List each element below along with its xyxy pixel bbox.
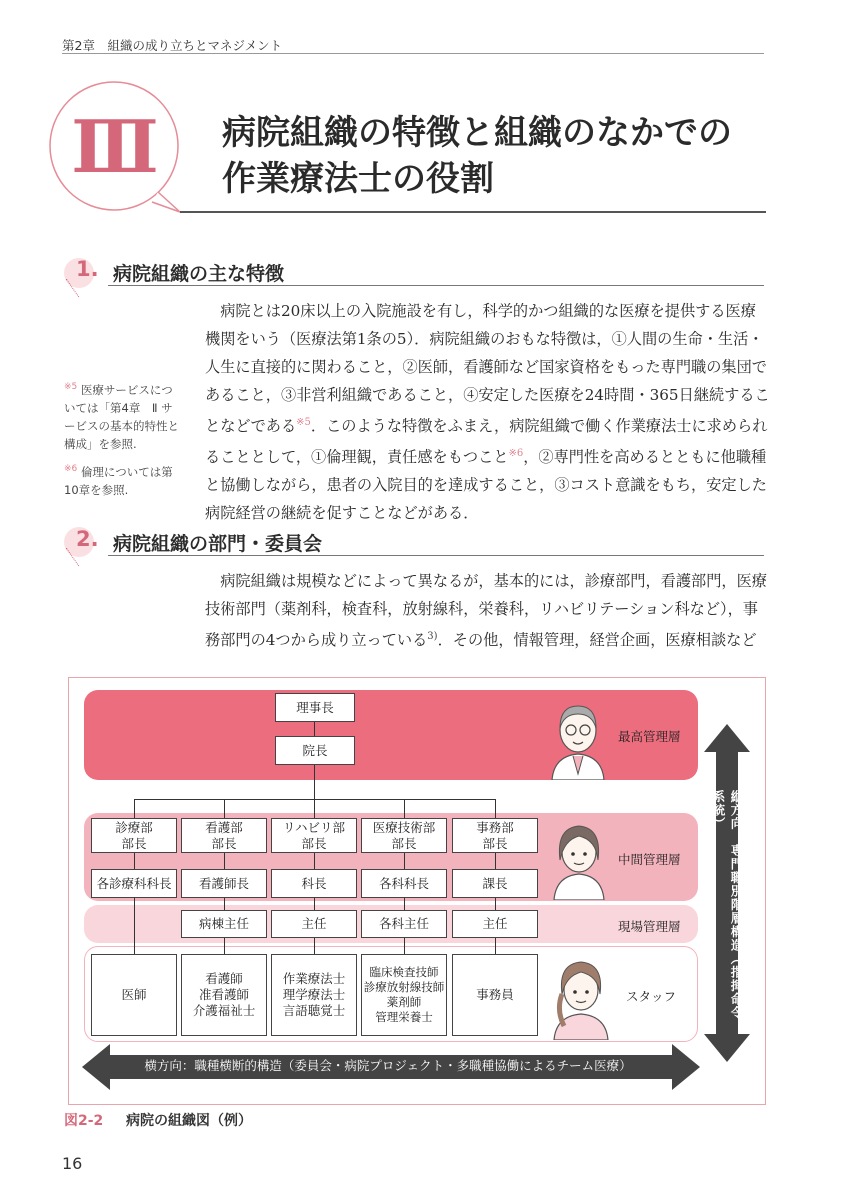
body-line: 技術部門（薬剤科，検査科，放射線科，栄養科，リハビリテーション科など），事 <box>205 600 758 618</box>
body-line: と協働しながら，患者の入院目的を達成すること，③コスト意識をもち，安定した <box>205 476 767 495</box>
connector-line <box>495 852 496 870</box>
connector-line <box>314 722 315 736</box>
running-head: 第2章 組織の成り立ちとマネジメント <box>62 38 283 53</box>
note-line: 医療サービスにつ <box>80 382 173 397</box>
title-line-1: 病院組織の特徴と組織のなかでの <box>222 113 732 153</box>
chairman-box: 理事長 <box>275 693 355 722</box>
body-line: 人生に直接的に関わること，②医師，看護師など国家資格をもった専門職の集団で <box>205 358 767 376</box>
figure-number: 図2-2 <box>64 1113 104 1129</box>
section-number: 2. <box>76 527 99 551</box>
body-line: 病院組織は規模などによって異なるが，基本的には，診療部門，看護部門，医療 <box>205 572 767 590</box>
dept-head-box: リハビリ部 部長 <box>271 818 357 853</box>
level-label-middle: 中間管理層 <box>618 852 681 867</box>
footnote-ref[interactable]: ※5 <box>296 417 311 428</box>
side-note-6 <box>64 460 190 499</box>
body-line <box>205 623 765 654</box>
body-text-fragment: となどである <box>205 417 297 436</box>
dept-head-box: 医療技術部 部長 <box>361 818 447 853</box>
body-line: 病院経営の継続を促すことなどがある． <box>205 504 479 523</box>
connector-line <box>314 852 315 870</box>
figure-caption: 病院の組織図（例） <box>126 1113 252 1129</box>
staff-box: 作業療法士 理学療法士 言語聴覚士 <box>271 954 357 1036</box>
header-rule <box>62 53 764 54</box>
vertical-arrow-label: 縦方向：専門職別階層構造（指揮命令系統） <box>711 790 744 1020</box>
body-text-fragment: ．このような特徴をふまえ，病院組織で働く作業療法士に求められ <box>310 417 768 436</box>
body-line <box>205 440 765 471</box>
level-label-field: 現場管理層 <box>618 919 681 934</box>
connector-line <box>404 898 405 910</box>
connector-line <box>224 799 225 819</box>
dept-head-box: 事務部 部長 <box>452 818 538 853</box>
note-mark: ※5 <box>64 382 78 392</box>
staff-box: 臨床検査技師 診療放射線技師 薬剤師 管理栄養士 <box>361 954 447 1036</box>
connector-line <box>134 898 135 954</box>
section-heading: 病院組織の部門・委員会 <box>113 533 323 555</box>
staff-box: 医師 <box>91 954 177 1036</box>
level-label-staff: スタッフ <box>626 989 677 1004</box>
connector-line <box>314 765 315 799</box>
director-box: 院長 <box>275 736 355 765</box>
section1-body <box>205 297 770 527</box>
body-text-fragment: ．その他，情報管理，経営企画，医療相談など <box>437 631 757 650</box>
body-line: 機関をいう（医療法第1条の5）．病院組織のおもな特徴は，①人間の生命・生活・ <box>205 330 764 348</box>
chief-box: 課長 <box>452 869 538 898</box>
staff-box: 看護師 准看護師 介護福祉士 <box>181 954 267 1036</box>
connector-line <box>134 852 135 870</box>
connector-line <box>224 938 225 954</box>
supervisor-box: 主任 <box>452 910 538 938</box>
body-text-fragment: 務部門の4つから成り立っている <box>205 631 428 650</box>
chief-box: 各診療科科長 <box>91 869 177 898</box>
page-number: 16 <box>62 1154 83 1173</box>
note-mark: ※6 <box>64 464 78 474</box>
note-line: 構成」を参照. <box>64 436 137 451</box>
connector-line <box>495 938 496 954</box>
level-label-top: 最高管理層 <box>618 729 681 744</box>
dept-head-box: 看護部 部長 <box>181 818 267 853</box>
connector-line <box>495 898 496 910</box>
title-line-2: 作業療法士の役割 <box>222 159 494 199</box>
reference-ref[interactable]: 3) <box>427 631 438 642</box>
supervisor-box: 各科主任 <box>361 910 447 938</box>
connector-line <box>314 938 315 954</box>
chief-box: 科長 <box>271 869 357 898</box>
staff-illustration-icon <box>548 950 614 1040</box>
chief-box: 各科科長 <box>361 869 447 898</box>
connector-line <box>134 799 496 800</box>
title-rule <box>180 211 766 213</box>
connector-line <box>495 799 496 819</box>
supervisor-box: 主任 <box>271 910 357 938</box>
connector-line <box>404 852 405 870</box>
body-line: 病院とは20床以上の入院施設を有し，科学的かつ組織的な医療を提供する医療 <box>205 302 756 320</box>
manager-illustration-icon <box>548 816 610 900</box>
section-rule <box>108 285 764 286</box>
body-line: あること，③非営利組織であること，④安定した医療を24時間・365日継続するこ <box>205 386 770 404</box>
chief-box: 看護師長 <box>181 869 267 898</box>
note-line: 倫理については第 <box>80 464 173 479</box>
section-heading: 病院組織の主な特徴 <box>113 263 285 285</box>
note-line: ービスの基本的特性と <box>64 418 179 433</box>
body-line <box>205 409 768 440</box>
side-note-5 <box>64 378 190 453</box>
section-rule <box>108 555 764 556</box>
body-text-fragment: ，②専門性を高めるとともに他職種 <box>523 448 767 467</box>
connector-line <box>314 799 315 819</box>
dept-head-box: 診療部 部長 <box>91 818 177 853</box>
note-line: 10章を参照. <box>64 482 129 497</box>
section2-body <box>205 567 765 654</box>
connector-line <box>134 799 135 819</box>
section-number: 1. <box>76 257 99 281</box>
horizontal-arrow-label: 横方向：職種横断的構造（委員会・病院プロジェクト・多職種協働によるチーム医療） <box>144 1058 632 1073</box>
connector-line <box>224 898 225 910</box>
note-line: いては「第4章 Ⅱ サ <box>64 400 173 415</box>
chapter-numeral: Ⅲ <box>71 103 157 189</box>
connector-line <box>404 799 405 819</box>
senior-doctor-illustration-icon <box>546 696 610 780</box>
supervisor-box: 病棟主任 <box>181 910 267 938</box>
body-text-fragment: ることとして，①倫理観，責任感をもつこと <box>205 448 509 467</box>
connector-line <box>314 898 315 910</box>
connector-line <box>404 938 405 954</box>
footnote-ref[interactable]: ※6 <box>508 448 524 460</box>
page-title <box>222 110 732 202</box>
staff-box: 事務員 <box>452 954 538 1036</box>
connector-line <box>224 852 225 870</box>
